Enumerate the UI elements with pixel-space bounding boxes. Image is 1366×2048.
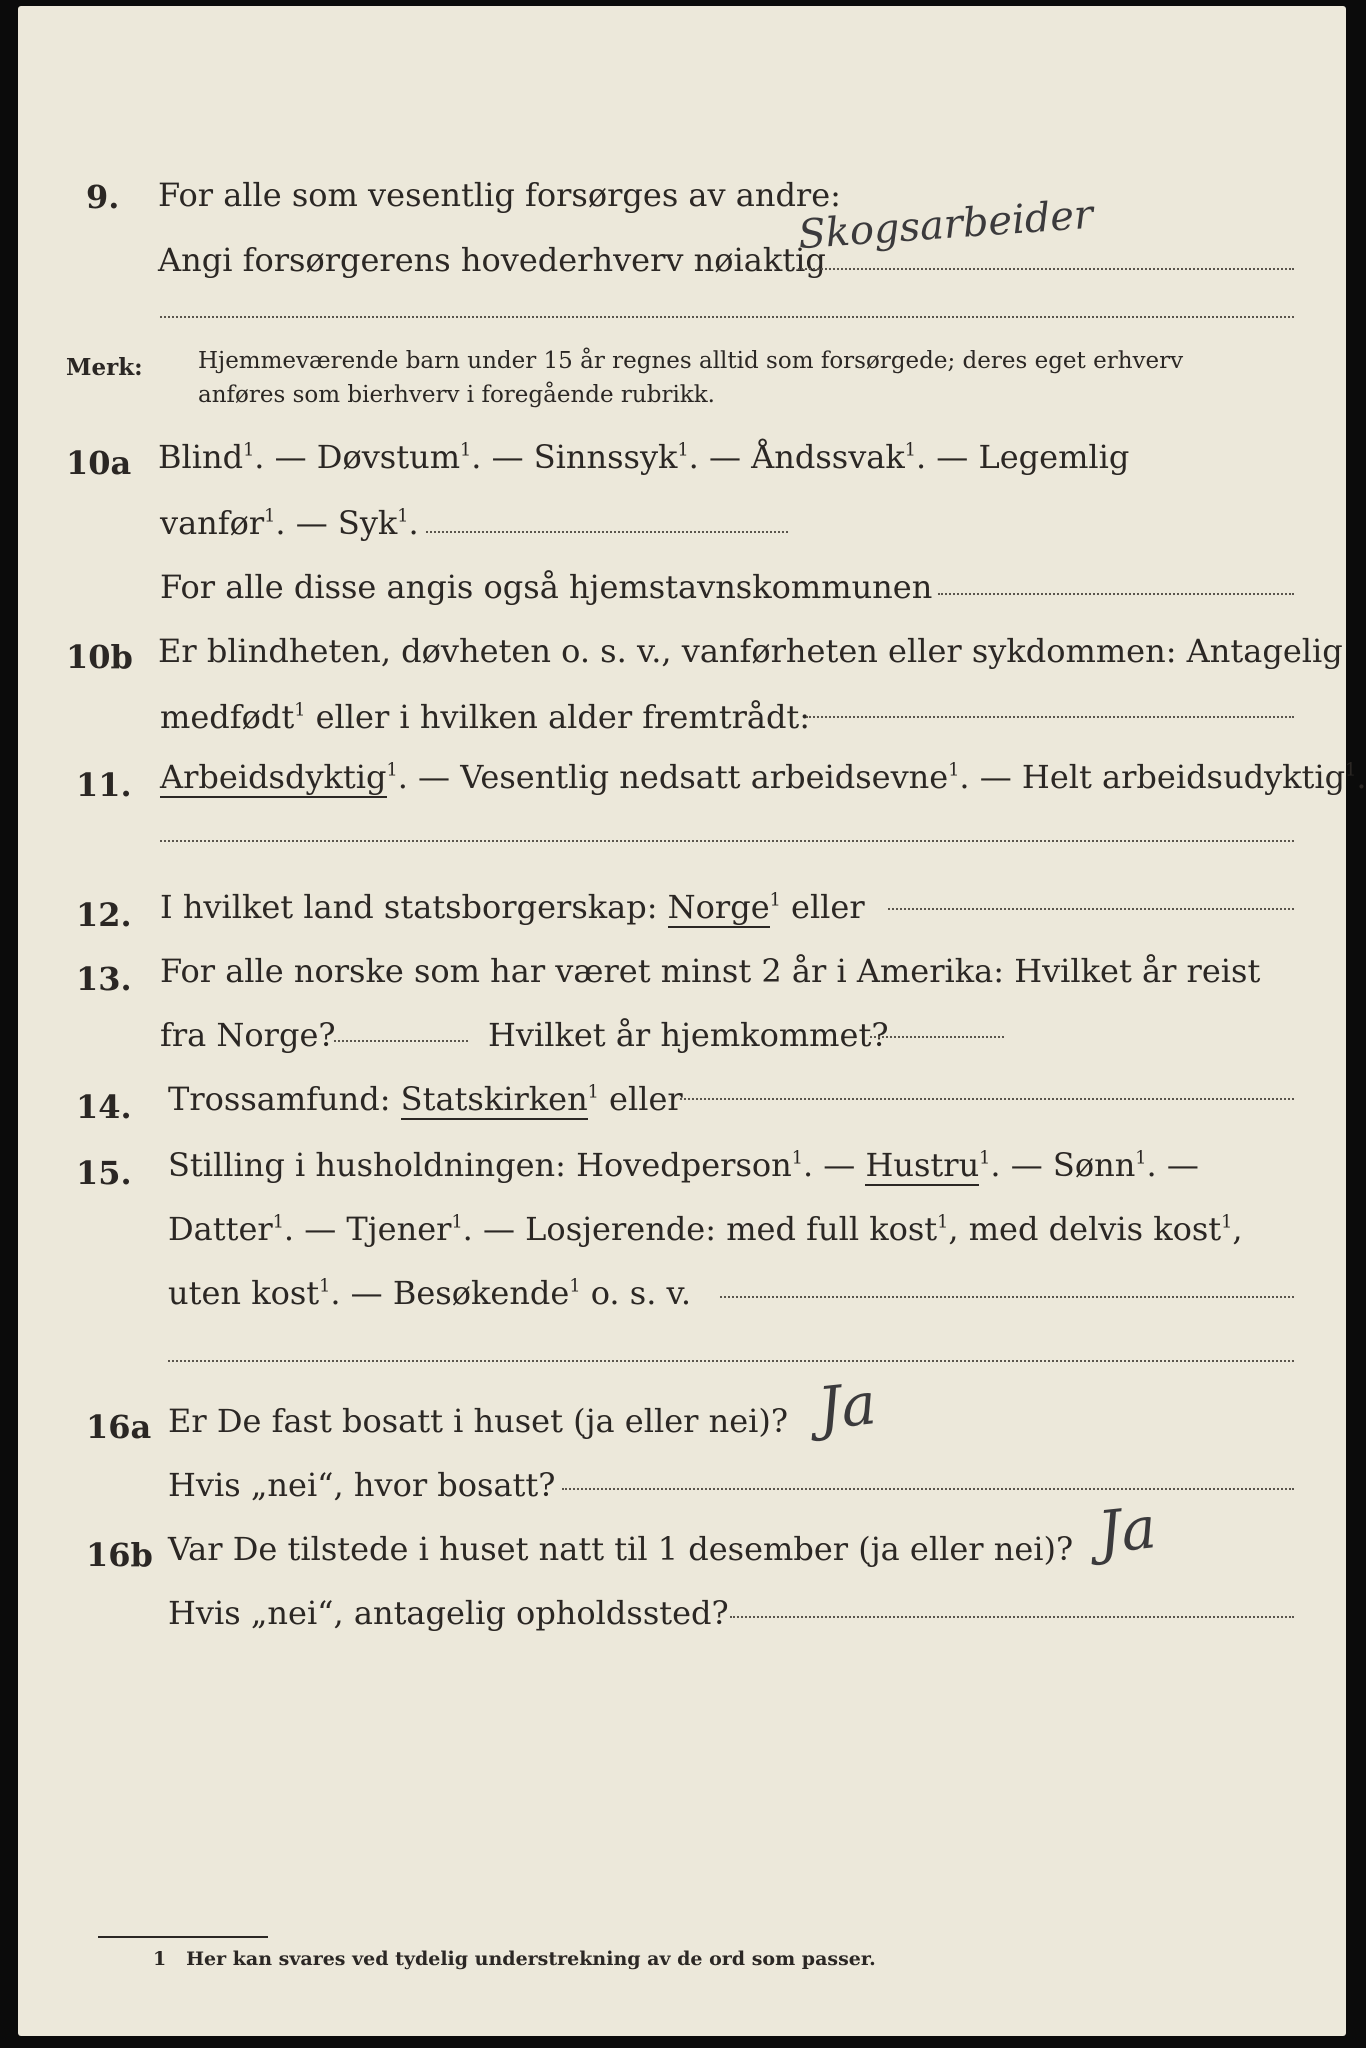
q16b-handwritten-answer: Ja [1094,1493,1160,1567]
q14-leader [680,1098,1294,1100]
q10b-line2: medfødt$^1$ eller i hvilken alder fremtrådt: [160,698,811,736]
q12-question: I hvilket land statsborgerskap: [160,888,658,926]
form-page [18,6,1366,2036]
q14-label: Trossamfund: [168,1080,391,1118]
footnote-text: Her kan svares ved tydelig understrekning av de ord som passer. [186,1948,876,1970]
footnote-marker: 1 [153,1948,167,1970]
q15-sonn: Sønn [1052,1146,1136,1184]
q10a-dovstum: Døvstum [316,438,461,476]
q10a-andssvak: Åndssvak [751,438,905,476]
q12-leader [888,908,1294,910]
q9-handwritten-answer: Skogsarbeider [796,191,1095,259]
q9-line1: For alle som vesentlig forsørges av andre: [158,176,841,214]
q11-number: 11. [76,766,132,804]
q12-number: 12. [76,896,132,934]
q16a-leader [562,1488,1294,1490]
q10a-sinnssyk: Sinnssyk [533,438,678,476]
q14-eller: eller [609,1080,683,1118]
q12-line1: I hvilket land statsborgerskap: Norge$^1$ eller [160,888,865,926]
q10a-blind: Blind [158,438,244,476]
q15-besokende: Besøkende [392,1274,570,1312]
q16b-line1: Var De tilstede i huset natt til 1 desember (ja eller nei)? [168,1530,1074,1568]
q13-leader-a [334,1040,468,1042]
q16b-line2: Hvis „nei“, antagelig opholdssted? [168,1594,729,1632]
q16a-number: 16a [86,1408,152,1446]
q11-line1: Arbeidsdyktig$^1$. — Vesentlig nedsatt arbeidsevne$^1$. — Helt arbeidsudyktig$^1$. [160,758,1366,796]
q10b-rest: eller i hvilken alder fremtrådt: [315,698,811,736]
q10a-line1: Blind$^1$. — Døvstum$^1$. — Sinnssyk$^1$. — Åndssvak$^1$. — Legemlig [158,438,1130,476]
q15-hustru: Hustru [865,1146,980,1184]
q9-extra-line [160,316,1294,318]
q13-number: 13. [76,960,132,998]
q9-answer-line [798,268,1294,270]
q15-label: Stilling i husholdningen: [168,1146,566,1184]
q10a-line3: For alle disse angis også hjemstavnskommunen [160,568,933,606]
q15-leader [720,1296,1294,1298]
q10a-syk: Syk [337,504,398,542]
q12-eller: eller [791,888,865,926]
merk-label: Merk: [66,354,143,381]
q15-line3: uten kost$^1$. — Besøkende$^1$ o. s. v. [168,1274,691,1312]
q13-line2b: Hvilket år hjemkommet? [488,1016,889,1054]
q12-norge: Norge [667,888,770,926]
q10a-number: 10a [66,444,132,482]
q15-line1: Stilling i husholdningen: Hovedperson$^1$. — Hustru$^1$. — Sønn$^1$. — [168,1146,1199,1184]
q10a-line2: vanfør$^1$. — Syk$^1$. [160,504,419,542]
q16a-handwritten-answer: Ja [814,1369,880,1443]
q11-helt: Helt arbeidsudyktig [1021,758,1346,796]
q10b-number: 10b [66,638,133,676]
q16a-line1: Er De fast bosatt i huset (ja eller nei)? [168,1402,789,1440]
q14-number: 14. [76,1088,132,1126]
merk-line1: Hjemmeværende barn under 15 år regnes alltid som forsørgede; deres eget erhverv [198,348,1184,374]
q10a-line3-leader [938,593,1294,595]
footnote-rule [98,1936,268,1938]
q10b-line1: Er blindheten, døvheten o. s. v., vanførheten eller sykdommen: Antagelig [158,632,1343,670]
q16b-leader [730,1616,1294,1618]
q10a-line2-leader [426,531,788,533]
q10a-legemlig: Legemlig [978,438,1130,476]
q10b-medfodt: medfødt [160,698,295,736]
q11-arbeidsdyktig: Arbeidsdyktig [160,758,387,796]
q10b-leader [806,716,1294,718]
q14-statskirken: Statskirken [400,1080,588,1118]
q10a-vanfor: vanfør [160,504,265,542]
q15-delvis: med delvis kost [968,1210,1222,1248]
q11-extra-line [160,840,1294,842]
q15-losjerende: Losjerende: med full kost [525,1210,938,1248]
q16b-number: 16b [86,1536,153,1574]
q13-leader-b [870,1036,1004,1038]
q14-line1: Trossamfund: Statskirken$^1$ eller [168,1080,683,1118]
q15-line2: Datter$^1$. — Tjener$^1$. — Losjerende: med full kost$^1$, med delvis kost$^1$, [168,1210,1243,1248]
q15-osv: o. s. v. [590,1274,691,1312]
q15-tjener: Tjener [346,1210,452,1248]
q13-line1: For alle norske som har været minst 2 år i Amerika: Hvilket år reist [160,952,1261,990]
q9-line2: Angi forsørgerens hovederhverv nøiaktig [158,241,826,279]
q9-number: 9. [86,178,120,216]
q15-hovedperson: Hovedperson [576,1146,792,1184]
q11-vesentlig: Vesentlig nedsatt arbeidsevne [460,758,949,796]
q15-uten: uten kost [168,1274,320,1312]
merk-line2: anføres som bierhverv i foregående rubrikk. [198,382,715,408]
q15-number: 15. [76,1154,132,1192]
q15-extra-line [168,1360,1294,1362]
q16a-line2: Hvis „nei“, hvor bosatt? [168,1466,556,1504]
q15-datter: Datter [168,1210,273,1248]
q13-line2a: fra Norge? [160,1016,336,1054]
footnote [153,1948,876,1970]
